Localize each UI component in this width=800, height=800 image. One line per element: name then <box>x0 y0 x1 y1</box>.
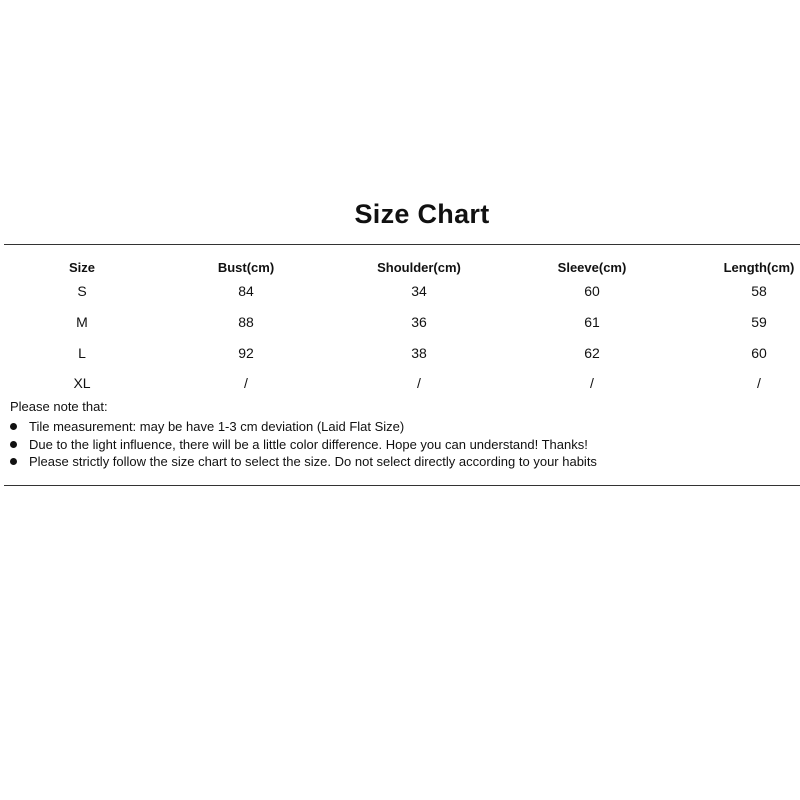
note-text: Tile measurement: may be have 1-3 cm deviation (Laid Flat Size) <box>29 419 405 434</box>
note-text: Due to the light influence, there will be a little color difference. Hope you can understand! Thanks! <box>29 437 588 452</box>
size-cell: XL <box>73 375 91 391</box>
table-row <box>0 281 800 301</box>
top-divider <box>4 244 800 245</box>
bust-cell: 92 <box>238 345 254 361</box>
header-sleeve: Sleeve(cm) <box>557 260 627 275</box>
header-shoulder: Shoulder(cm) <box>377 260 461 275</box>
shoulder-cell: / <box>417 375 421 391</box>
size-cell: S <box>77 283 87 299</box>
length-cell: 60 <box>751 345 767 361</box>
header-size: Size <box>68 260 96 275</box>
note-item <box>10 418 404 436</box>
shoulder-cell: 34 <box>411 283 427 299</box>
bullet-icon <box>10 458 17 465</box>
table-row <box>0 343 800 363</box>
note-item <box>10 453 597 471</box>
header-bust: Bust(cm) <box>217 260 275 275</box>
length-cell: / <box>757 375 761 391</box>
note-item <box>10 436 588 454</box>
shoulder-cell: 36 <box>411 314 427 330</box>
bust-cell: 88 <box>238 314 254 330</box>
sleeve-cell: / <box>590 375 594 391</box>
note-text: Please strictly follow the size chart to select the size. Do not select directly according to your habits <box>29 454 597 469</box>
header-length: Length(cm) <box>723 260 795 275</box>
length-cell: 59 <box>751 314 767 330</box>
bust-cell: / <box>244 375 248 391</box>
size-cell: L <box>78 345 86 361</box>
size-cell: M <box>76 314 88 330</box>
table-row <box>0 312 800 332</box>
table-header-row <box>0 258 800 278</box>
sleeve-cell: 60 <box>584 283 600 299</box>
length-cell: 58 <box>751 283 767 299</box>
notes-title: Please note that: <box>10 399 108 414</box>
sleeve-cell: 62 <box>584 345 600 361</box>
bullet-icon <box>10 441 17 448</box>
shoulder-cell: 38 <box>411 345 427 361</box>
bottom-divider <box>4 485 800 486</box>
bust-cell: 84 <box>238 283 254 299</box>
sleeve-cell: 61 <box>584 314 600 330</box>
page-title: Size Chart <box>354 199 490 229</box>
bullet-icon <box>10 423 17 430</box>
table-row <box>0 373 800 393</box>
